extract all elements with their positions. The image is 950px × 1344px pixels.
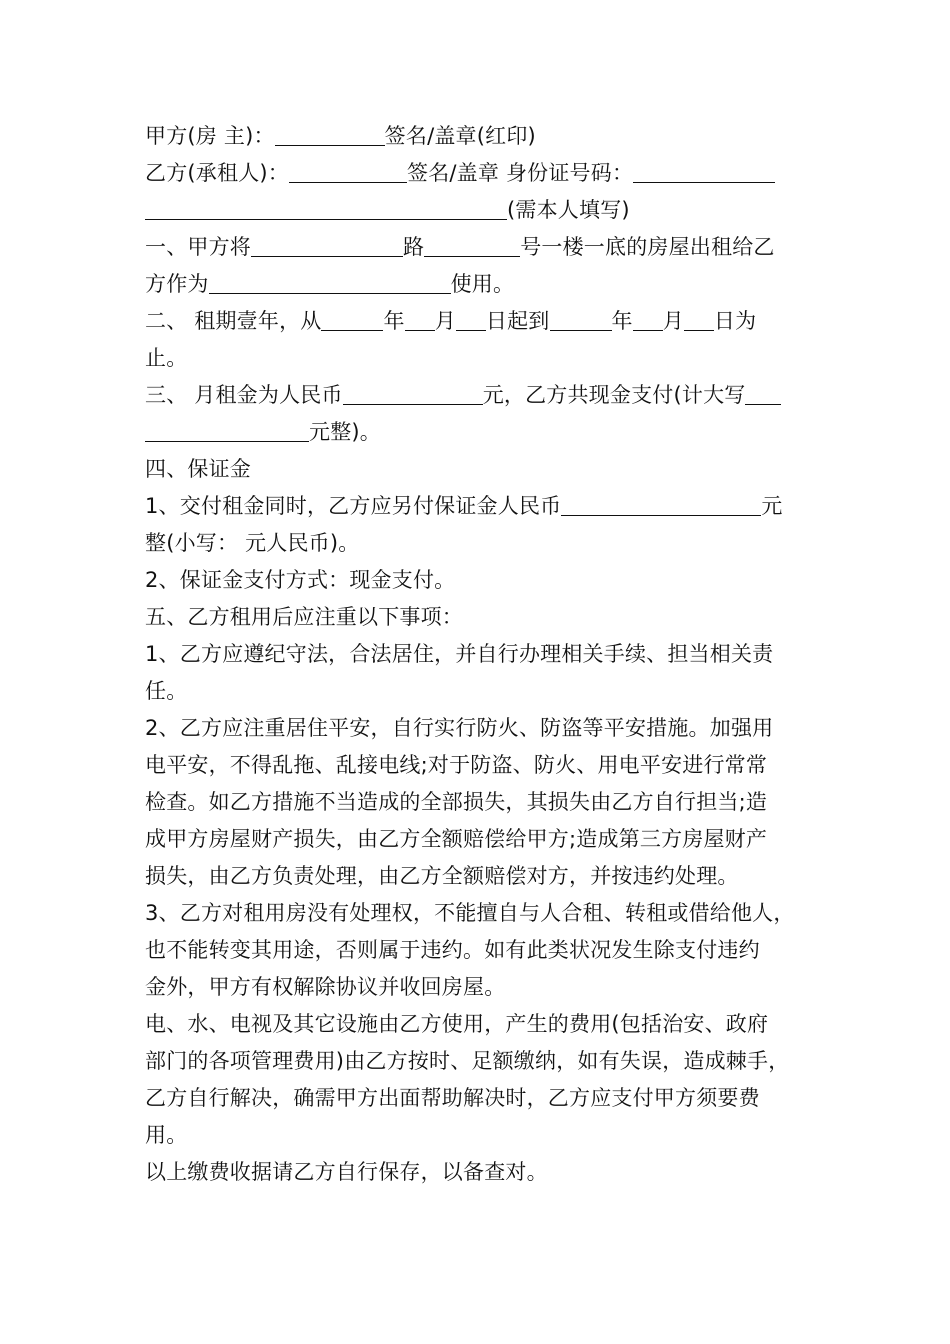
deposit-payment-method: 2、保证金支付方式：现金支付。: [145, 568, 456, 592]
end-month-label: 月: [662, 309, 684, 333]
paragraph-line: [145, 895, 815, 932]
deposit-text: 1、交付租金同时，乙方应另付保证金人民币: [145, 494, 562, 518]
clause-4-item-2: [145, 562, 815, 599]
clause-2-line-1: [145, 303, 815, 340]
lease-term-end: 止。: [145, 346, 188, 370]
clause-5-heading: [145, 599, 815, 636]
id-number-blank: [633, 162, 775, 183]
party-a-label: 甲方(房 主)：: [145, 124, 275, 148]
clause-4-item-1-line-1: [145, 488, 815, 525]
number-blank: [424, 236, 520, 257]
paragraph-line: [145, 1043, 815, 1080]
paragraph-text: 部门的各项管理费用)由乙方按时、足额缴纳，如有失误，造成棘手，: [145, 1049, 790, 1073]
clause-2-line-2: [145, 340, 815, 377]
end-year-label: 年: [611, 309, 633, 333]
clause-3-line-2: [145, 414, 815, 451]
rent-amount-blank: [343, 384, 483, 405]
clause-1-line-1: [145, 229, 815, 266]
clause-3-line-1: [145, 377, 815, 414]
paragraph-text: 任。: [145, 679, 188, 703]
clause-1-text: 一、甲方将: [145, 235, 251, 259]
deposit-lowercase-text: 整(小写： 元人民币)。: [145, 531, 360, 555]
paragraph-line: [145, 1117, 815, 1154]
start-month-blank: [405, 310, 435, 331]
end-year-blank: [550, 310, 612, 331]
paragraph-line: [145, 636, 815, 673]
rent-capital-continued-blank: [145, 421, 309, 442]
paragraph-text: 检查。如乙方措施不当造成的全部损失，其损失由乙方自行担当;造: [145, 790, 768, 814]
paragraph-line: [145, 1080, 815, 1117]
paragraph-text: 2、乙方应注重居住平安，自行实行防火、防盗等平安措施。加强用: [145, 716, 774, 740]
party-b-blank: [289, 162, 407, 183]
party-b-signature-label: 签名/盖章 身份证号码：: [407, 161, 634, 185]
end-month-blank: [633, 310, 663, 331]
purpose-label: 方作为: [145, 272, 209, 296]
clause-4-heading: [145, 451, 815, 488]
paragraph-text: 也不能转变其用途，否则属于违约。如有此类状况发生除支付违约: [145, 938, 760, 962]
rent-suffix: 元整)。: [309, 420, 381, 444]
contract-body: [145, 118, 815, 1191]
paragraph-line: [145, 784, 815, 821]
paragraph-text: 1、乙方应遵纪守法，合法居住，并自行办理相关手续、担当相关责: [145, 642, 774, 666]
rent-payment-text: 元，乙方共现金支付(计大写: [482, 383, 746, 407]
paragraph-line: [145, 969, 815, 1006]
deposit-amount-blank: [561, 495, 761, 516]
paragraph-line: [145, 1006, 815, 1043]
party-b-line: [145, 155, 815, 192]
year-label: 年: [383, 309, 405, 333]
paragraph-text: 用。: [145, 1123, 188, 1147]
paragraph-line: [145, 858, 815, 895]
paragraph-text: 3、乙方对租用房没有处理权，不能擅自与人合租、转租或借给他人，: [145, 901, 795, 925]
paragraph-text: 金外，甲方有权解除协议并收回房屋。: [145, 975, 506, 999]
clause-1-line-2: [145, 266, 815, 303]
end-day-blank: [684, 310, 714, 331]
notes-heading: 五、乙方租用后应注重以下事项：: [145, 605, 463, 629]
paragraph-text: 电、水、电视及其它设施由乙方使用，产生的费用(包括治安、政府: [145, 1012, 769, 1036]
deposit-heading: 四、保证金: [145, 457, 251, 481]
deposit-unit: 元: [761, 494, 783, 518]
paragraph-text: 成甲方房屋财产损失，由乙方全额赔偿给甲方;造成第三方房屋财产: [145, 827, 768, 851]
party-a-line: [145, 118, 815, 155]
rent-text: 三、 月租金为人民币: [145, 383, 343, 407]
road-label: 路: [403, 235, 425, 259]
purpose-blank: [209, 273, 451, 294]
rent-capital-blank: [745, 384, 781, 405]
road-blank: [251, 236, 403, 257]
paragraph-line: [145, 1154, 815, 1191]
start-day-blank: [456, 310, 486, 331]
party-a-blank: [275, 125, 385, 146]
start-year-blank: [321, 310, 383, 331]
paragraph-line: [145, 821, 815, 858]
paragraph-text: 乙方自行解决，确需甲方出面帮助解决时，乙方应支付甲方须要费: [145, 1086, 760, 1110]
self-fill-note: (需本人填写): [507, 198, 630, 222]
id-number-line: [145, 192, 815, 229]
party-a-signature-label: 签名/盖章(红印): [384, 124, 536, 148]
paragraph-text: 以上缴费收据请乙方自行保存，以备查对。: [145, 1160, 548, 1184]
party-b-label: 乙方(承租人)：: [145, 161, 289, 185]
paragraph-text: 电平安，不得乱拖、乱接电线;对于防盗、防火、用电平安进行常常: [145, 753, 768, 777]
paragraph-line: [145, 747, 815, 784]
clause-1-text-cont: 号一楼一底的房屋出租给乙: [520, 235, 775, 259]
month-label: 月: [434, 309, 456, 333]
purpose-suffix: 使用。: [450, 272, 515, 296]
paragraph-line: [145, 710, 815, 747]
paragraph-line: [145, 932, 815, 969]
id-number-continued-blank: [145, 199, 507, 220]
day-to-label: 日起到: [485, 309, 550, 333]
lease-term-text: 二、 租期壹年，从: [145, 309, 322, 333]
paragraph-line: [145, 673, 815, 710]
paragraph-text: 损失，由乙方负责处理，由乙方全额赔偿对方，并按违约处理。: [145, 864, 739, 888]
end-day-label: 日为: [713, 309, 757, 333]
clause-4-item-1-line-2: [145, 525, 815, 562]
